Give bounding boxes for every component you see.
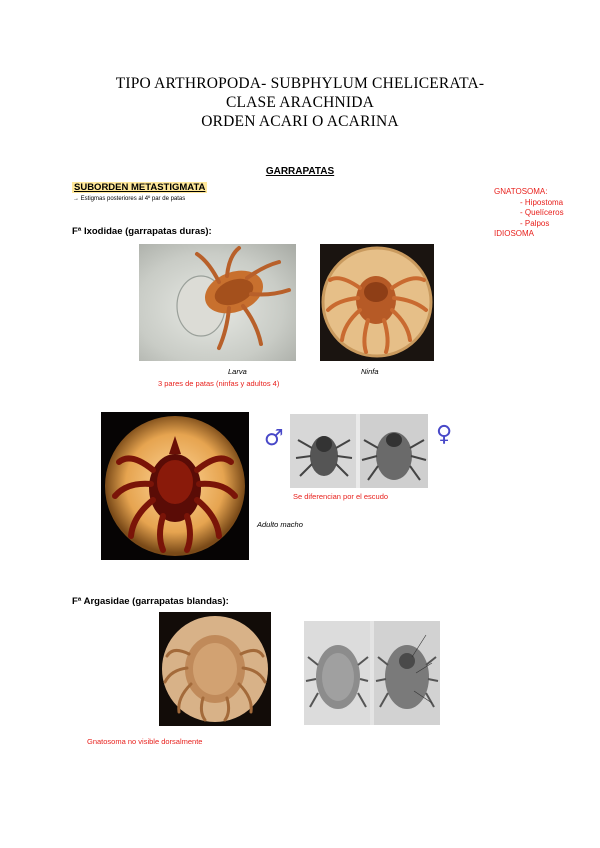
title-line-3: ORDEN ACARI O ACARINA — [201, 113, 399, 130]
larva-caption: Larva — [228, 367, 247, 376]
male-female-tick-illustration — [290, 414, 428, 488]
anatomy-item-queliceros: - Quelíceros — [520, 208, 564, 217]
male-female-photo — [290, 414, 428, 488]
anatomy-list — [494, 187, 564, 240]
larva-photo — [139, 244, 296, 361]
title-line-1: TIPO ARTHROPODA- SUBPHYLUM CHELICERATA- — [115, 75, 485, 92]
scutum-note: Se diferencian por el escudo — [293, 492, 389, 501]
female-symbol: ♀ — [436, 422, 453, 447]
title-line-2: CLASE ARACHNIDA — [225, 94, 375, 111]
anatomy-heading: GNATOSOMA: — [494, 187, 548, 196]
adult-male-caption: Adulto macho — [257, 520, 303, 529]
ninfa-photo — [320, 244, 434, 361]
argasidae-tick-illustration — [159, 612, 271, 726]
suborder-heading: SUBORDEN METASTIGMATA — [74, 182, 206, 193]
adult-male-tick-illustration — [101, 412, 249, 560]
ixodidae-heading: Fª Ixodidae (garrapatas duras): — [72, 226, 212, 237]
argasidae-heading: Fª Argasidae (garrapatas blandas): — [72, 596, 229, 607]
adult-male-photo — [101, 412, 249, 560]
larva-tick-illustration — [139, 244, 296, 361]
suborder-note: → Estigmas posteriores al 4º par de patas — [73, 196, 186, 202]
argasidae-note: Gnatosoma no visible dorsalmente — [87, 737, 203, 746]
argasidae-dorsal-ventral-photo — [304, 621, 440, 725]
argasidae-photo — [159, 612, 271, 726]
ninfa-tick-illustration — [320, 244, 434, 361]
anatomy-item-palpos: - Palpos — [520, 218, 550, 228]
legs-note: 3 pares de patas (ninfas y adultos 4) — [158, 379, 280, 388]
section-heading: GARRAPATAS — [265, 166, 335, 177]
male-symbol: ♂ — [264, 426, 284, 451]
argasidae-dorsal-ventral-illustration — [304, 621, 440, 725]
anatomy-footer: IDIOSOMA — [494, 229, 535, 238]
ninfa-caption: Ninfa — [361, 367, 379, 376]
anatomy-item-hipostoma: - Hipostoma — [520, 197, 564, 207]
